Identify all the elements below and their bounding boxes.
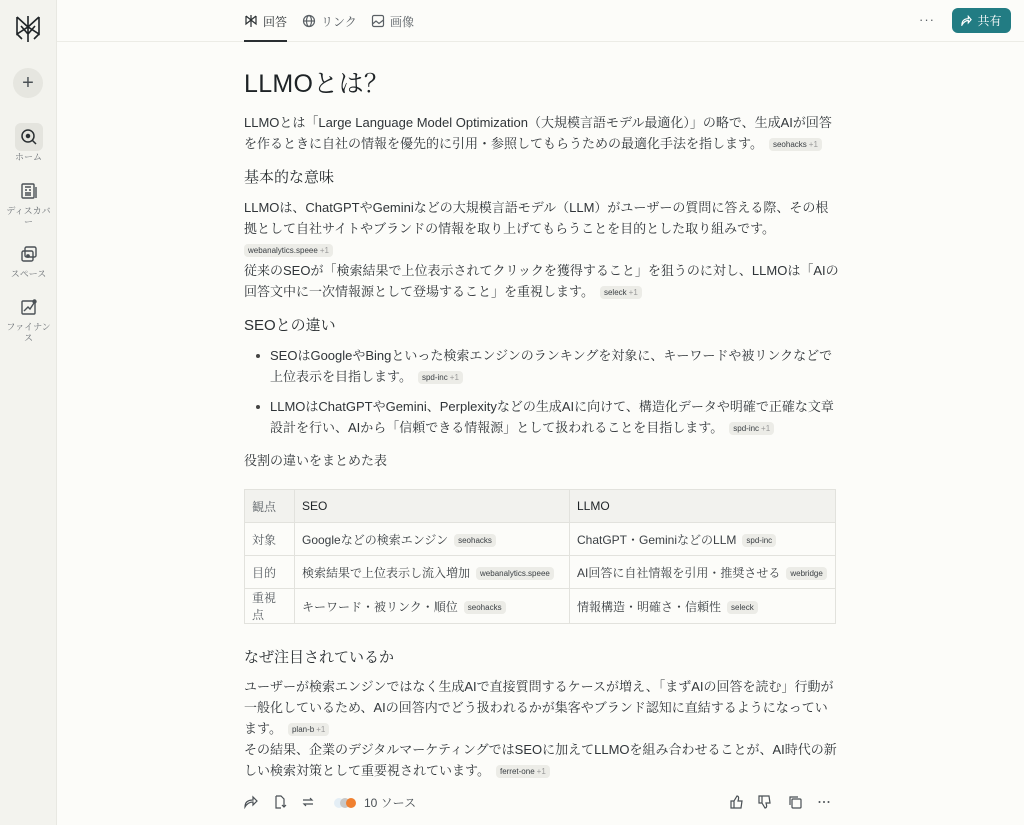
export-document-icon[interactable] bbox=[273, 795, 287, 809]
finance-icon bbox=[15, 293, 43, 321]
table-cell: 対象 bbox=[245, 523, 295, 556]
citation-chip[interactable]: plan-b +1 bbox=[288, 723, 329, 736]
sidebar-item-discover[interactable] bbox=[0, 177, 57, 228]
sources-button[interactable] bbox=[334, 794, 416, 811]
topbar bbox=[57, 0, 1024, 42]
citation-chip[interactable]: webridge bbox=[786, 567, 826, 580]
sidebar-item-label: ディスカバー bbox=[6, 206, 51, 227]
table-cell: キーワード・被リンク・順位 seohacks bbox=[295, 589, 570, 624]
table-cell: Googleなどの検索エンジン seohacks bbox=[295, 523, 570, 556]
citation-chip[interactable]: seleck bbox=[727, 601, 758, 614]
sidebar bbox=[0, 0, 57, 825]
tab-label: リンク bbox=[321, 14, 357, 29]
table-header-row bbox=[245, 490, 836, 523]
sidebar-item-label: ホーム bbox=[14, 152, 42, 162]
tab-links[interactable] bbox=[302, 0, 357, 42]
paragraph: その結果、企業のデジタルマーケティングではSEOに加えてLLMOを組み合わせることが、AI時代の新しい検索対策として重要視されています。 ferret-one +1 bbox=[244, 742, 837, 778]
more-options-button[interactable]: ··· bbox=[919, 12, 935, 27]
table-header: 観点 bbox=[245, 490, 295, 523]
sidebar-item-home[interactable] bbox=[0, 123, 57, 163]
citation-chip[interactable]: seohacks +1 bbox=[769, 138, 822, 151]
table-header: LLMO bbox=[570, 490, 836, 523]
citation-chip[interactable]: spd-inc +1 bbox=[729, 422, 774, 435]
section-heading: SEOとの違い bbox=[244, 317, 336, 334]
table-row bbox=[245, 589, 836, 624]
citation-chip[interactable]: spd-inc +1 bbox=[418, 371, 463, 384]
new-thread-button[interactable]: + bbox=[13, 68, 43, 98]
table-row bbox=[245, 556, 836, 589]
sidebar-item-spaces[interactable] bbox=[0, 240, 57, 280]
answer-icon bbox=[244, 14, 258, 28]
table-caption: 役割の違いをまとめた表 bbox=[244, 453, 388, 468]
tab-images[interactable] bbox=[371, 0, 414, 42]
section-heading: なぜ注目されているか bbox=[244, 649, 395, 666]
intro-paragraph: LLMOとは「Large Language Model Optimization（大規模言語モデル最適化）」の略で、生成AIが回答を作るときに自社の情報を優先的に引用・参照してもらうための最適化手法を指します。 seohacks +1 bbox=[244, 115, 832, 151]
sources-count: 10 ソース bbox=[364, 796, 417, 810]
thumbs-down-icon[interactable] bbox=[758, 795, 772, 809]
citation-chip[interactable]: webanalytics.speee +1 bbox=[244, 244, 333, 257]
logo-icon[interactable] bbox=[14, 14, 42, 44]
paragraph: LLMOは、ChatGPTやGeminiなどの大規模言語モデル（LLM）がユーザーの質問に答える際、その根拠として自社サイトやブランドの情報を取り上げてもらうことを目的とした取り組みです。 webanalytics.speee +1 bbox=[244, 200, 829, 255]
section-heading: 基本的な意味 bbox=[244, 169, 335, 186]
citation-chip[interactable]: seohacks bbox=[454, 534, 496, 547]
home-search-icon bbox=[15, 123, 43, 151]
tab-label: 回答 bbox=[263, 14, 288, 29]
discover-icon bbox=[15, 177, 43, 205]
citation-chip[interactable]: ferret-one +1 bbox=[496, 765, 550, 778]
rewrite-icon[interactable] bbox=[301, 795, 315, 809]
share-icon[interactable] bbox=[244, 795, 258, 809]
list-item: SEOはGoogleやBingといった検索エンジンのランキングを対象に、キーワードや被リンクなどで上位表示を目指します。 spd-inc +1 bbox=[244, 345, 839, 387]
copy-icon[interactable] bbox=[788, 795, 802, 809]
source-favicons-icon bbox=[334, 796, 358, 810]
table-cell: 目的 bbox=[245, 556, 295, 589]
bullet-list bbox=[244, 345, 839, 438]
answer-content bbox=[244, 60, 839, 781]
page-title: LLMOとは？ bbox=[244, 70, 390, 98]
table-cell: 情報構造・明確さ・信頼性 seleck bbox=[570, 589, 836, 624]
table-header: SEO bbox=[295, 490, 570, 523]
citation-chip[interactable]: seohacks bbox=[464, 601, 506, 614]
table-cell: 重視点 bbox=[245, 589, 295, 624]
table-cell: 検索結果で上位表示し流入増加 webanalytics.speee bbox=[295, 556, 570, 589]
sidebar-item-label: スペース bbox=[10, 269, 47, 279]
tab-label: 画像 bbox=[390, 14, 415, 29]
sidebar-item-label: ファイナンス bbox=[6, 322, 51, 343]
table-row bbox=[245, 523, 836, 556]
citation-chip[interactable]: spd-inc bbox=[742, 534, 776, 547]
citation-chip[interactable]: webanalytics.speee bbox=[476, 567, 554, 580]
globe-icon bbox=[302, 14, 316, 28]
paragraph: 従来のSEOが「検索結果で上位表示されてクリックを獲得すること」を狙うのに対し、LLMOは「AIの回答文中に一次情報源として登場すること」を重視します。 seleck +1 bbox=[244, 263, 839, 299]
sidebar-item-finance[interactable] bbox=[0, 293, 57, 344]
list-item: LLMOはChatGPTやGemini、Perplexityなどの生成AIに向けて、構造化データや明確で正確な文章設計を行い、AIから「信頼できる情報源」として扱われることを目指します。 spd-inc +1 bbox=[244, 396, 839, 438]
spaces-icon bbox=[15, 240, 43, 268]
table-cell: AI回答に自社情報を引用・推奨させる webridge bbox=[570, 556, 836, 589]
thumbs-up-icon[interactable] bbox=[730, 795, 744, 809]
comparison-table bbox=[244, 489, 836, 624]
citation-chip[interactable]: seleck +1 bbox=[600, 286, 642, 299]
paragraph: ユーザーが検索エンジンではなく生成AIで直接質問するケースが増え、「まずAIの回答を読む」行動が一般化しているため、AIの回答内でどう扱われるかが集客やブランド認知に直結するようになっています。 plan-b +1 bbox=[244, 679, 834, 736]
share-label: 共有 bbox=[977, 14, 1002, 28]
more-icon[interactable] bbox=[817, 795, 831, 809]
share-icon bbox=[961, 15, 972, 26]
table-cell: ChatGPT・GeminiなどのLLM spd-inc bbox=[570, 523, 836, 556]
image-icon bbox=[371, 14, 385, 28]
answer-actions bbox=[244, 792, 839, 814]
share-button[interactable] bbox=[952, 8, 1011, 33]
tab-answer[interactable] bbox=[244, 0, 287, 42]
